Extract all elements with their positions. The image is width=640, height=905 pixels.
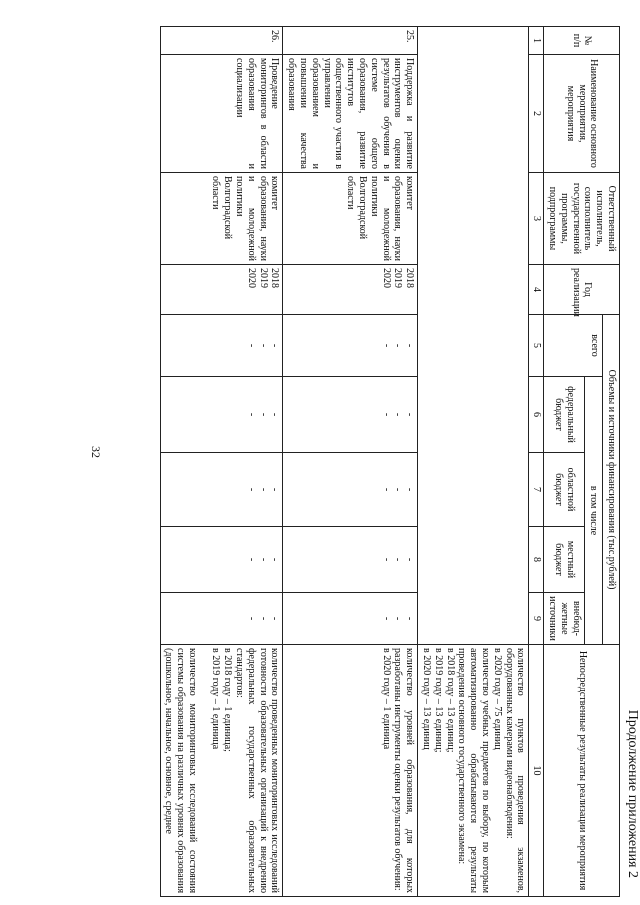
row-responsible: комитет образования, науки и молодежной политики Волгоградской области xyxy=(283,173,418,265)
col-num-5: 5 xyxy=(529,315,544,377)
header-number: № п/п xyxy=(544,27,620,55)
cont-cell xyxy=(418,315,529,377)
col-num-9: 9 xyxy=(529,593,544,645)
row-years: 2018 2019 2020 xyxy=(283,265,418,315)
row-extrabudget: - - - xyxy=(283,593,418,645)
header-financing: Объемы и источники финансирования (тыс.рублей) xyxy=(603,315,620,645)
header-responsible: Ответственный исполнитель, соисполнитель государственной программы, подпрограммы xyxy=(544,173,620,265)
continuation-note: Продолжение приложения 2 xyxy=(625,709,640,878)
header-total: всего xyxy=(544,315,603,377)
row-name: Поддержка и развитие инструментов оценки результатов обучения в системе общего образования, развитие институтов общественного участия в управлении образованием и повышении качества образования xyxy=(283,55,418,173)
cont-cell xyxy=(418,527,529,593)
row-total: - - - xyxy=(283,315,418,377)
cont-cell xyxy=(418,377,529,453)
cont-cell xyxy=(418,453,529,527)
continuation-row xyxy=(418,27,529,897)
cont-cell xyxy=(418,27,529,55)
row-local: - - - xyxy=(160,527,283,593)
col-num-4: 4 xyxy=(529,265,544,315)
cont-result: количество пунктов проведения экзаменов, оборудованных камерами видеонаблюдения: в 2020 году – 75 единиц количество учебных предметов по выбору, по которым автоматизированно обрабатываются результаты проведения основного государственного экзамена: в 2018 году – 13 единиц; в 2019 году – 13 единиц; в 2020 году – 13 единиц xyxy=(418,645,529,897)
column-number-row xyxy=(529,27,544,897)
row-result: количество проведенных мониторинговых исследований готовности образовательных организаций к внедрению федеральных государственных образовательных стандартов: в 2018 году – 1 единица; в 2019 году – 1 единица количество мониторинговых исследований состояния системы образования на различных уровнях образования (дошкольное, начальное, основное, среднее xyxy=(160,645,283,897)
row-result: количество уровней образования, для которых разработаны инструменты оценки результатов обучения: в 2020 году – 1 единица xyxy=(283,645,418,897)
col-num-6: 6 xyxy=(529,377,544,453)
cont-cell xyxy=(418,173,529,265)
header-local: местный бюджет xyxy=(544,527,584,593)
header-extrabudget: внебюд-жетные источники xyxy=(544,593,584,645)
table-row xyxy=(283,27,418,897)
col-num-10: 10 xyxy=(529,645,544,897)
col-num-1: 1 xyxy=(529,27,544,55)
document-body xyxy=(125,26,640,896)
col-num-8: 8 xyxy=(529,527,544,593)
header-federal: федеральный бюджет xyxy=(544,377,584,453)
row-local: - - - xyxy=(283,527,418,593)
row-responsible: комитет образования, науки и молодежной политики Волгоградской области xyxy=(160,173,283,265)
header-year: Год реализации xyxy=(544,265,620,315)
row-years: 2018 2019 2020 xyxy=(160,265,283,315)
table-row xyxy=(160,27,283,897)
row-federal: - - - xyxy=(283,377,418,453)
row-total: - - - xyxy=(160,315,283,377)
col-num-7: 7 xyxy=(529,453,544,527)
cont-cell xyxy=(418,265,529,315)
header-row-1 xyxy=(603,27,620,897)
header-including: в том числе xyxy=(584,377,603,645)
col-num-3: 3 xyxy=(529,173,544,265)
row-name: Проведение мониторингов в области образования и социализации xyxy=(160,55,283,173)
page-number: 32 xyxy=(89,446,103,458)
col-num-2: 2 xyxy=(529,55,544,173)
header-result: Непосредственные результаты реализации мероприятия xyxy=(544,645,620,897)
row-regional: - - - xyxy=(160,453,283,527)
header-regional: областной бюджет xyxy=(544,453,584,527)
cont-cell xyxy=(418,593,529,645)
row-extrabudget: - - - xyxy=(160,593,283,645)
row-number: 25. xyxy=(283,27,418,55)
row-regional: - - - xyxy=(283,453,418,527)
row-federal: - - - xyxy=(160,377,283,453)
program-table xyxy=(160,26,620,897)
header-name: Наименование основного мероприятия, мероприятия xyxy=(544,55,620,173)
row-number: 26. xyxy=(160,27,283,55)
cont-cell xyxy=(418,55,529,173)
